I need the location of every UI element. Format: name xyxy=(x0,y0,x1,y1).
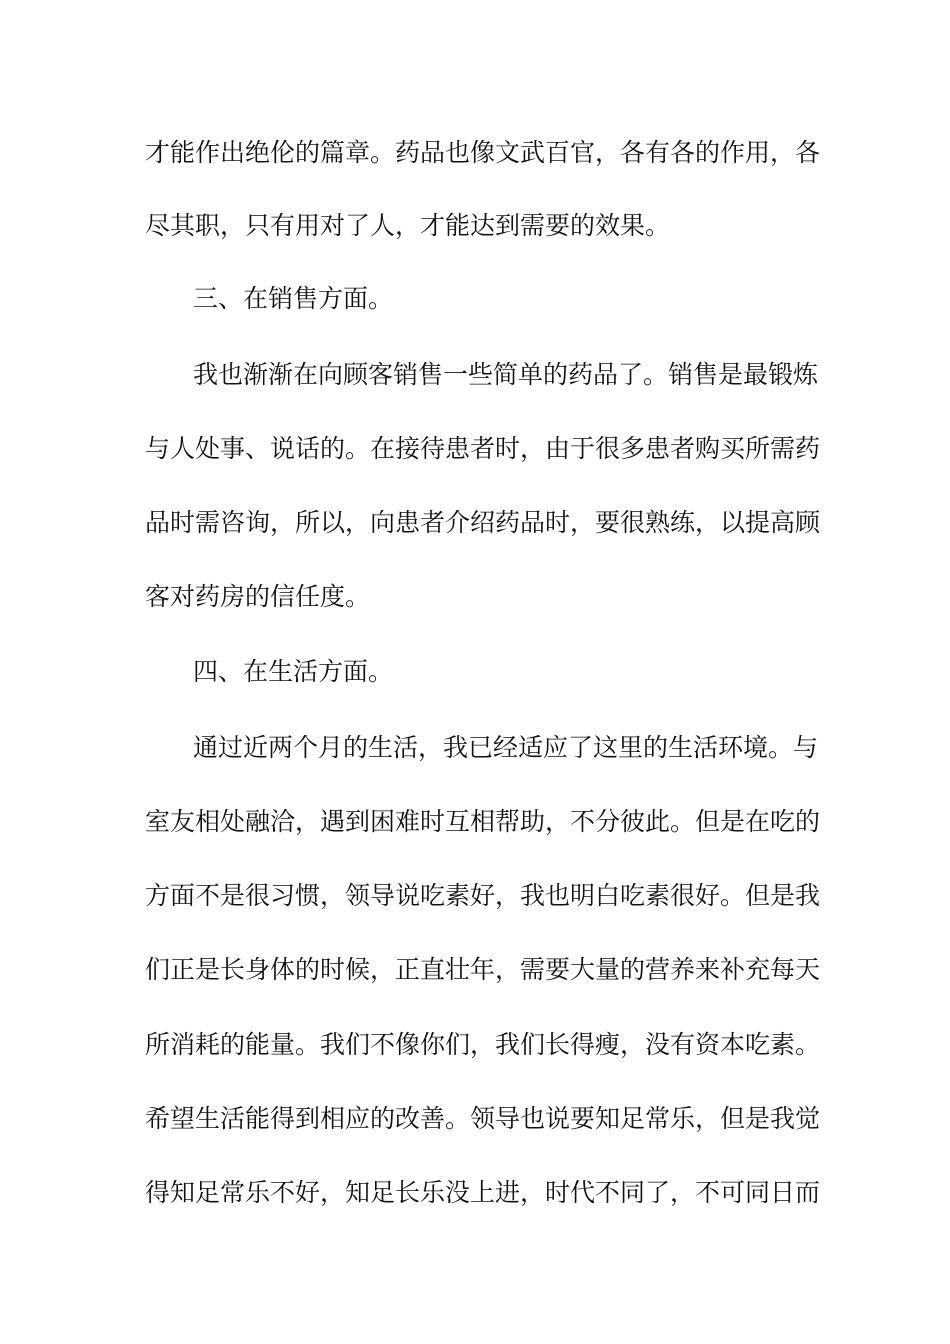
section-heading-sales: 三、在销售方面。 xyxy=(193,284,394,313)
text-line-5: 与人处事、说话的。在接待患者时，由于很多患者购买所需药 xyxy=(145,434,821,463)
section-heading-life: 四、在生活方面。 xyxy=(193,657,394,686)
text-line-11: 方面不是很习惯，领导说吃素好，我也明白吃素很好。但是我 xyxy=(145,881,821,910)
text-line-4: 我也渐渐在向顾客销售一些简单的药品了。销售是最锻炼 xyxy=(193,360,819,389)
text-line-13: 所消耗的能量。我们不像你们，我们长得瘦，没有资本吃素。 xyxy=(145,1030,821,1059)
text-line-2: 尽其职，只有用对了人，才能达到需要的效果。 xyxy=(145,211,671,240)
text-line-12: 们正是长身体的时候，正直壮年，需要大量的营养来补充每天 xyxy=(145,955,821,984)
text-line-9: 通过近两个月的生活，我已经适应了这里的生活环境。与 xyxy=(193,733,819,762)
text-line-10: 室友相处融洽，遇到困难时互相帮助，不分彼此。但是在吃的 xyxy=(145,807,821,836)
text-line-7: 客对药房的信任度。 xyxy=(145,582,371,611)
text-line-14: 希望生活能得到相应的改善。领导也说要知足常乐，但是我觉 xyxy=(145,1104,821,1133)
text-line-6: 品时需咨询，所以，向患者介绍药品时，要很熟练，以提高顾 xyxy=(145,508,821,537)
text-line-15: 得知足常乐不好，知足长乐没上进，时代不同了，不可同日而 xyxy=(145,1178,821,1207)
text-line-1: 才能作出绝伦的篇章。药品也像文武百官，各有各的作用，各 xyxy=(145,138,821,167)
